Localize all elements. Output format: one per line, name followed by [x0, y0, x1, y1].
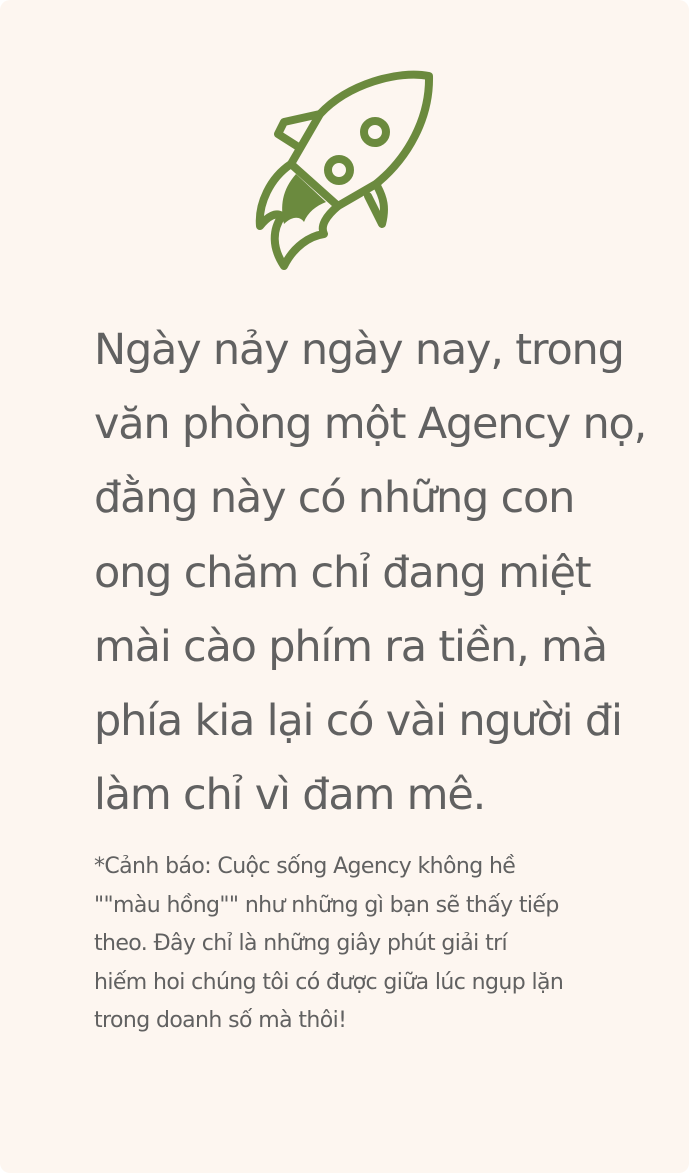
warning-line: hiếm hoi chúng tôi có được giữa lúc ngụp lặn	[94, 969, 564, 995]
warning-note	[94, 848, 654, 1041]
story-line: Ngày nảy ngày nay, trong	[94, 325, 624, 375]
story-line: đằng này có những con	[94, 473, 575, 524]
story-line: văn phòng một Agency nọ,	[94, 399, 647, 450]
story-line: phía kia lại có vài người đi	[94, 696, 622, 747]
warning-line: trong doanh số mà thôi!	[94, 1008, 347, 1033]
rocket-icon	[248, 66, 440, 276]
story-line: ong chăm chỉ đang miệt	[94, 547, 591, 598]
story-text	[94, 313, 664, 832]
story-line: làm chỉ vì đam mê.	[94, 770, 486, 821]
warning-line: *Cảnh báo: Cuộc sống Agency không hề	[94, 854, 516, 879]
warning-line: ""màu hồng"" như những gì bạn sẽ thấy tiếp	[94, 892, 559, 918]
warning-line: theo. Đây chỉ là những giây phút giải trí	[94, 931, 508, 956]
story-line: mài cào phím ra tiền, mà	[94, 621, 607, 672]
